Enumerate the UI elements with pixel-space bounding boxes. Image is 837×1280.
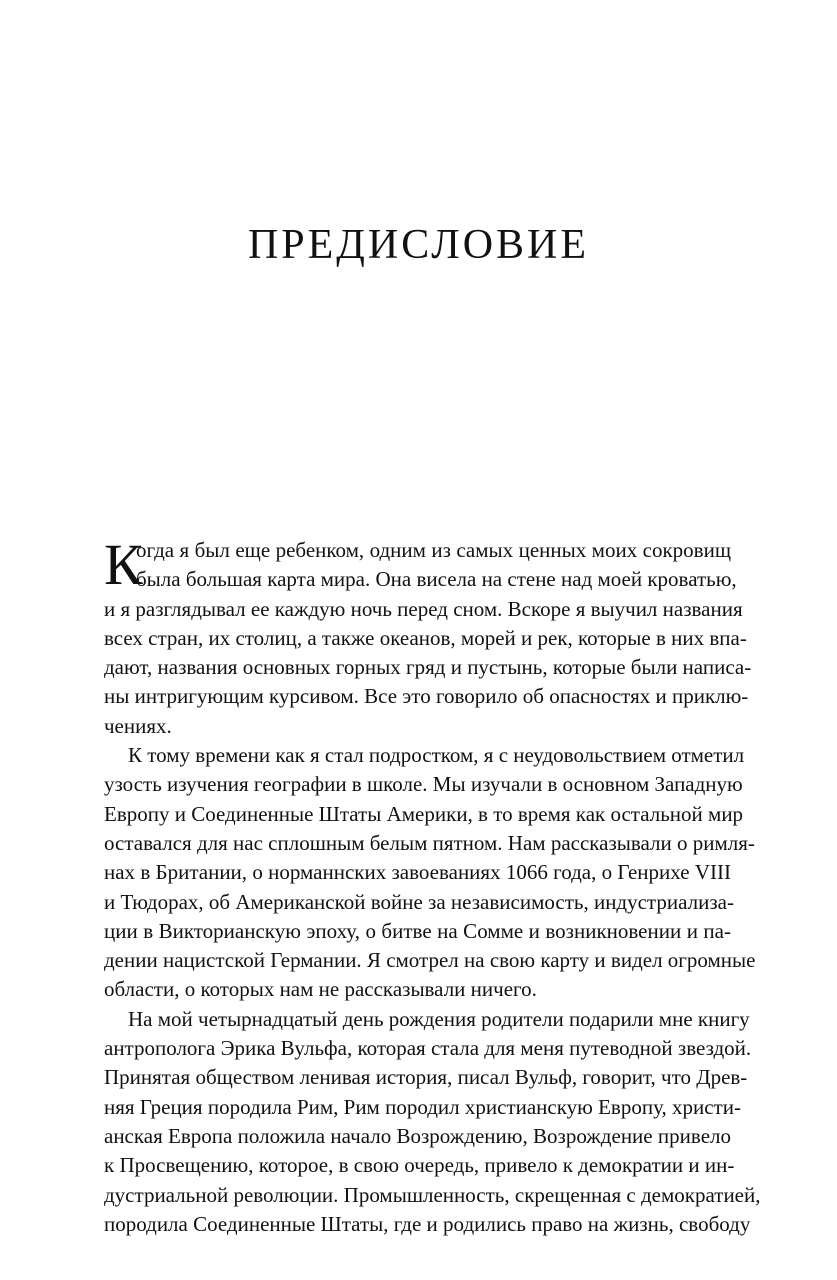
text-line: ции в Викторианскую эпоху, о битве на Сомме и возникновении и па- bbox=[104, 918, 731, 943]
text-line: На мой четырнадцатый день рождения родители подарили мне книгу bbox=[128, 1006, 750, 1031]
paragraph-1 bbox=[104, 532, 752, 741]
text-line: узость изучения географии в школе. Мы изучали в основном Западную bbox=[104, 772, 743, 797]
text-line: Принятая обществом ленивая история, писал Вульф, говорит, что Древ- bbox=[104, 1065, 748, 1090]
text-line: к Просвещению, которое, в свою очередь, привело к демократии и ин- bbox=[104, 1153, 735, 1178]
text-line: была большая карта мира. Она висела на стене над моей кроватью, bbox=[136, 567, 737, 592]
text-line: и Тюдорах, об Американской войне за независимость, индустриализа- bbox=[104, 889, 734, 914]
paragraph-3 bbox=[104, 1005, 761, 1239]
text-line: К тому времени как я стал подростком, я с неудовольствием отметил bbox=[128, 743, 745, 768]
text-line: породила Соединенные Штаты, где и родились право на жизнь, свободу bbox=[104, 1211, 751, 1236]
text-line: ны интригующим курсивом. Все это говорило об опасностях и приклю- bbox=[104, 684, 749, 709]
body-text bbox=[104, 532, 761, 1239]
text-line: всех стран, их столиц, а также океанов, морей и рек, которые в них впа- bbox=[104, 625, 747, 650]
drop-cap: К bbox=[104, 532, 143, 597]
text-line: анская Европа положила начало Возрождению, Возрождение привело bbox=[104, 1123, 731, 1148]
text-line: Европу и Соединенные Штаты Америки, в то время как остальной мир bbox=[104, 801, 744, 826]
text-line: дустриальной революции. Промышленность, скрещенная с демократией, bbox=[104, 1182, 761, 1207]
text-line: области, о которых нам не рассказывали ничего. bbox=[104, 977, 537, 1002]
text-line: антрополога Эрика Вульфа, которая стала для меня путеводной звездой. bbox=[104, 1036, 752, 1061]
text-line: оставался для нас сплошным белым пятном. Нам рассказывали о римля- bbox=[104, 830, 755, 855]
text-line: чениях. bbox=[104, 713, 172, 738]
paragraph-2 bbox=[104, 741, 756, 1005]
chapter-title: ПРЕДИСЛОВИЕ bbox=[247, 222, 590, 268]
text-line: нах в Британии, о норманнских завоеваниях 1066 года, о Генрихе VIII bbox=[104, 860, 731, 885]
text-line: няя Греция породила Рим, Рим породил христианскую Европу, христи- bbox=[104, 1094, 741, 1119]
text-line: дают, названия основных горных гряд и пустынь, которые были написа- bbox=[104, 655, 752, 680]
text-line: и я разглядывал ее каждую ночь перед сном. Вскоре я выучил названия bbox=[104, 596, 743, 621]
text-line: дении нацистской Германии. Я смотрел на свою карту и видел огромные bbox=[104, 948, 756, 973]
line-text: огда я был еще ребенком, одним из самых ценных моих сокровищ bbox=[136, 538, 731, 562]
